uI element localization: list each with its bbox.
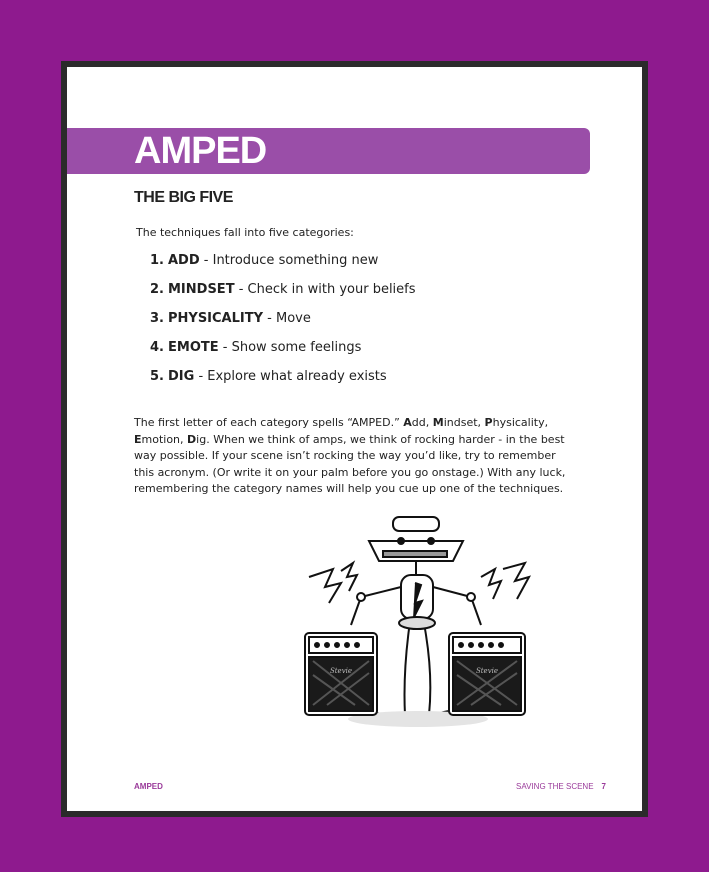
list-item: 2. MINDSET - Check in with your beliefs [150, 282, 416, 297]
section-heading: THE BIG FIVE [134, 189, 233, 206]
list-item: 4. EMOTE - Show some feelings [150, 340, 362, 355]
title-banner [67, 128, 590, 174]
robot-amps-illustration [303, 515, 533, 745]
categories-list [150, 253, 416, 398]
amp-label-left: Stevie [329, 667, 353, 675]
body-paragraph: The first letter of each category spells “AMPED.” Add, Mindset, Physicality, Emotion, Dig. When we think of amps, we think of rocking harder - in the best way possible. If your scene isn’t rocking the way you’d like, try to remember this acronym. (Or write it on your palm before you go onstage.) With any luck, remembering the category names will help you cue up one of the techniques. [134, 416, 566, 495]
footer-chapter: AMPED [134, 782, 163, 791]
list-item: 5. DIG - Explore what already exists [150, 369, 387, 384]
list-item: 1. ADD - Introduce something new [150, 253, 379, 268]
amp-label-right: Stevie [475, 667, 499, 675]
footer-book-title: SAVING THE SCENE 7 [516, 782, 606, 791]
page-title: AMPED [134, 130, 267, 172]
document-page [67, 67, 642, 811]
list-item: 3. PHYSICALITY - Move [150, 311, 311, 326]
intro-text: The techniques fall into five categories: [136, 226, 354, 239]
page-number: 7 [601, 782, 606, 791]
